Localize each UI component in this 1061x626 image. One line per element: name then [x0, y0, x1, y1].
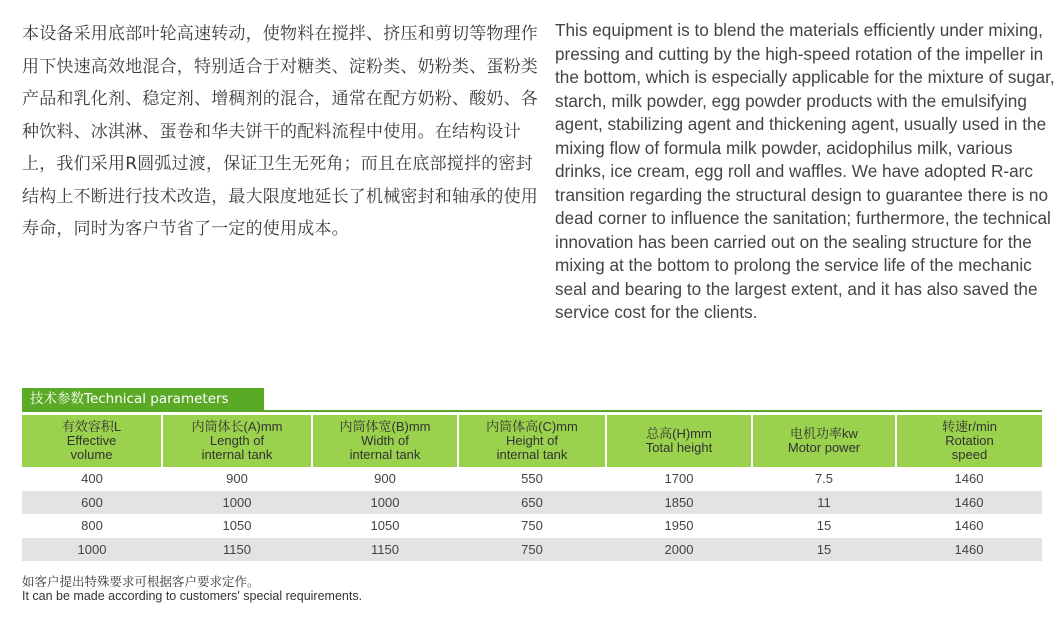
table-cell: 2000: [606, 538, 752, 562]
table-row: [22, 538, 1042, 562]
table-cell: 1000: [22, 538, 162, 562]
table-cell: 800: [81, 518, 103, 534]
table-row: [22, 467, 1042, 491]
table-cell: 650: [458, 491, 606, 515]
intro-chinese: 本设备采用底部叶轮高速转动，使物料在搅拌、挤压和剪切等物理作用下快速高效地混合，特别适合于对糖类、淀粉类、奶粉类、蛋粉类产品和乳化剂、稳定剂、增稠剂的混合，通常在配方奶粉、酸奶、各种饮料、冰淇淋、蛋卷和华夫饼干的配料流程中使用。在结构设计上，我们采用R圆弧过渡，保证卫生无死角；而且在底部搅拌的密封结构上不断进行技术改造，最大限度地延长了机械密封和轴承的使用寿命，同时为客户节省了一定的使用成本。: [22, 24, 538, 239]
table-cell: 1050: [370, 518, 400, 534]
table-cell: 1150: [162, 538, 312, 562]
header-rotation-speed: 转速r/min Rotation speed: [896, 415, 1042, 467]
table-cell: 1460: [954, 471, 984, 487]
table-cell: 600: [22, 491, 162, 515]
table-cell: 1460: [896, 538, 1042, 562]
table-header-row: [22, 415, 1042, 467]
table-cell: 750: [521, 518, 543, 534]
section-title-technical-parameters: 技术参数Technical parameters: [22, 388, 264, 411]
note-english: It can be made according to customers' special requirements.: [22, 588, 363, 603]
header-total-height: 总高(H)mm Total height: [606, 415, 752, 467]
table-cell: 1460: [896, 491, 1042, 515]
table-cell: 1050: [222, 518, 252, 534]
intro-english: This equipment is to blend the materials efficiently under mixing, pressing and cutting by the high-speed rotation of the impeller in the bottom, which is especially applicable for the mixture of sugar, starch, milk powder, egg powder products with the emulsifying agent, stabilizing agent and thickening agent, usually used in the mixing flow of formula milk powder, acidophilus milk, various drinks, ice cream, egg roll and waffles. We have adopted R-arc transition regarding the structural design to guarantee there is no dead corner to influence the sanitation; furthermore, the technical innovation has been carried out on the sealing structure for the mixing at the bottom to prolong the service life of the mechanic seal and bearing to the largest extent, and it has also saved the service cost for the clients.: [555, 20, 1055, 322]
table-cell: 1700: [664, 471, 694, 487]
table-cell: 1850: [606, 491, 752, 515]
table-cell: 11: [752, 491, 896, 515]
table-cell: 550: [521, 471, 543, 487]
table-cell: 1950: [664, 518, 694, 534]
header-length-internal-tank: 内筒体长(A)mm Length of internal tank: [162, 415, 312, 467]
table-cell: 400: [81, 471, 103, 487]
table-cell: 900: [226, 471, 248, 487]
header-height-internal-tank: 内筒体高(C)mm Height of internal tank: [458, 415, 606, 467]
table-cell: 1460: [954, 518, 984, 534]
table-row: [22, 514, 1042, 538]
table-cell: 750: [458, 538, 606, 562]
note-chinese: 如客户提出特殊要求可根据客户要求定作。: [22, 575, 260, 589]
header-width-internal-tank: 内筒体宽(B)mm Width of internal tank: [312, 415, 458, 467]
table-cell: 1000: [162, 491, 312, 515]
table-row: [22, 491, 1042, 515]
table-cell: 900: [374, 471, 396, 487]
table-cell: 7.5: [814, 471, 834, 487]
header-motor-power: 电机功率kw Motor power: [752, 415, 896, 467]
table-cell: 1150: [312, 538, 458, 562]
table-cell: 1000: [312, 491, 458, 515]
header-effective-volume: 有效容积L Effective volume: [22, 415, 162, 467]
custom-requirements-note: [22, 576, 362, 603]
table-cell: 15: [816, 518, 832, 534]
technical-parameters-table: [22, 415, 1042, 561]
table-cell: 15: [752, 538, 896, 562]
section-divider: [22, 410, 1042, 412]
